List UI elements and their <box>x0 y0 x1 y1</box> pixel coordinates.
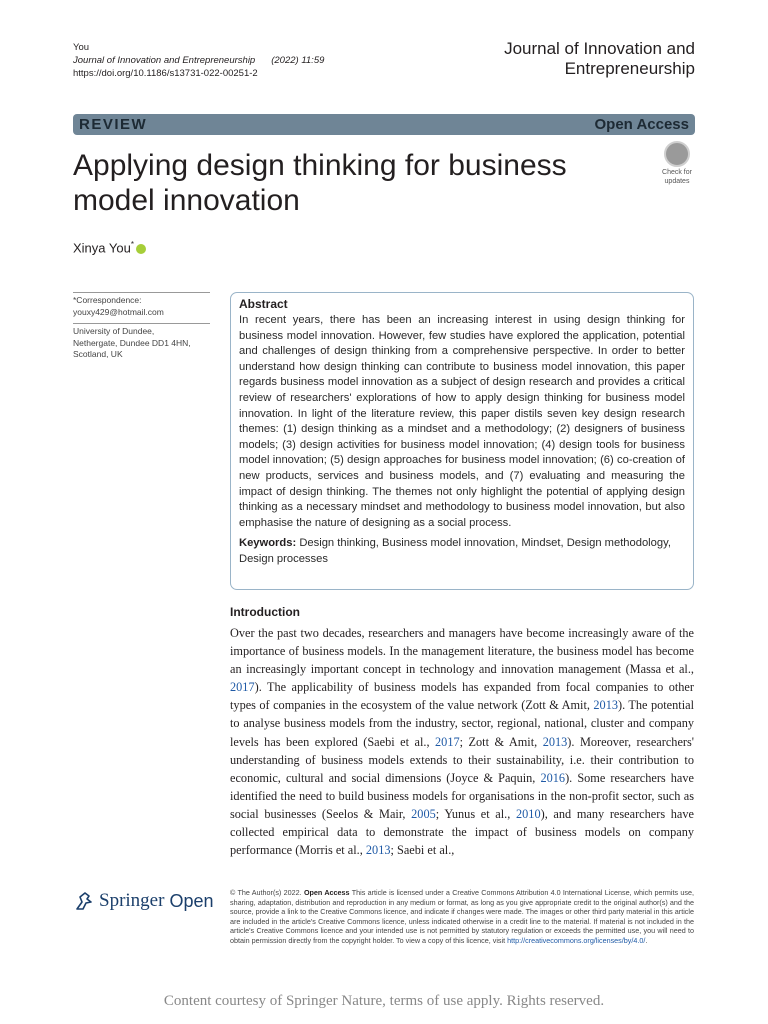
citation-link[interactable]: 2017 <box>435 734 460 749</box>
journal-italic: Journal of Innovation and Entrepreneurship <box>73 55 256 66</box>
open-access-label: Open Access <box>594 116 689 133</box>
citation-link[interactable]: 2017 <box>230 680 255 695</box>
orcid-icon[interactable] <box>136 244 146 254</box>
keywords-label: Keywords: <box>239 537 297 550</box>
keywords <box>239 536 685 567</box>
author-email[interactable]: youxy429@hotmail.com <box>73 306 164 317</box>
introduction-heading: Introduction <box>230 605 300 619</box>
article-title: Applying design thinking for business model innovation <box>73 149 567 217</box>
license-link[interactable]: http://creativecommons.org/licenses/by/4.0/ <box>507 935 646 945</box>
article-meta <box>73 41 324 80</box>
running-author: You <box>73 42 90 53</box>
correspondence-mark: * <box>130 240 134 249</box>
abstract-box <box>230 292 694 590</box>
check-for-updates-badge[interactable]: Check for updates <box>658 141 696 179</box>
author-name[interactable]: Xinya You <box>73 240 131 256</box>
citation-link[interactable]: 2013 <box>365 843 391 858</box>
citation-link[interactable]: 2013 <box>542 734 568 749</box>
license-notice: © The Author(s) 2022. Open Access This article is licensed under a Creative Commons Attribution 4.0 International License, which permits use, sharing, adaptation, distribution and reproduction in any medium or format, as long as you give appropriate credit to the original author(s) and the source, provide a link to the Creative Commons licence, and indicate if changes were made. The images or other third party material in this article are included in the article's Creative Commons licence, unless indicated otherwise in a credit line to the material. If material is not included in the article's Creative Commons licence and your intended use is not permitted by statutory regulation or exceeds the permitted use, you will need to obtain permission directly from the copyright holder. To view a copy of this licence, visit http://creativecommons.org/licenses/by/4.0/. <box>230 888 695 945</box>
volume-info: (2022) 11:59 <box>271 55 325 66</box>
abstract-heading: Abstract <box>239 297 288 311</box>
springer-horse-icon <box>73 890 95 912</box>
citation-link[interactable]: 2013 <box>593 698 618 713</box>
author-info-sidebar <box>73 292 210 366</box>
citation-link[interactable]: 2010 <box>516 806 541 821</box>
springer-open-logo[interactable]: Springer Open <box>73 890 213 912</box>
courtesy-notice: Content courtesy of Springer Nature, terms of use apply. Rights reserved. <box>163 993 605 1009</box>
article-type-banner <box>73 114 695 135</box>
abstract-text: In recent years, there has been an increasing interest in using design thinking for business model innovation. However, few studies have explored the application, potential and challenges of design thinking from a comprehensive perspective. In order to better understand how design thinking can contribute to business model innovation, this paper regards business model innovation as a subject of design research and provides a critical review of researchers' explorations of how to apply design thinking for business model innovation. In light of the literature review, this paper distils seven key design research themes: (1) design thinking as a mindset and a methodology; (2) designers of business models; (3) design activities for business model innovation; (4) design tools for business model innovation; (5) design approaches for business model innovation; (6) co-creation of new products, services and business models, and (7) evaluating and measuring the impact of design thinking. The themes not only highlight the potential of applying design thinking as a necessary mindset and methodology to business model innovation, but also emphasise the nature of designing as a social process. <box>239 314 685 529</box>
article-type: REVIEW <box>79 116 148 133</box>
citation-link[interactable]: 2016 <box>540 770 566 785</box>
introduction-paragraph: Over the past two decades, researchers and managers have become increasingly aware of the importance of business models. In the management literature, the business model has become an increasingly important concept in technology and innovation management (Massa et al., 2017). The applicability of business models has expanded from focal companies to other types of companies in the ecosystem of the value network (Zott & Amit, 2013). The potential to analyse business models from the industry, sector, regional, national, cluster and company levels has been explored (Saebi et al., 2017; Zott & Amit, 2013). Moreover, researchers' understanding of business models extends to their sustainability, i.e. their contribution to economic, cultural and social dimensions (Joyce & Paquin, 2016). Some researchers have identified the need to build business models for organisations in the non-profit sector, such as social businesses (Seelos & Mair, 2005; Yunus et al., 2010), and many researchers have collected empirical data to demonstrate the impact of business models on company performance (Morris et al., 2013; Saebi et al., <box>230 626 695 858</box>
correspondence-label: *Correspondence: <box>73 295 142 305</box>
citation-link[interactable]: 2005 <box>411 806 436 821</box>
keywords-list: Design thinking, Business model innovation, Mindset, Design methodology, Design processes <box>239 537 671 565</box>
doi-link[interactable]: https://doi.org/10.1186/s13731-022-00251-2 <box>73 68 258 79</box>
journal-name: Journal of Innovation and Entrepreneurship <box>504 39 695 78</box>
crossmark-icon <box>664 141 690 167</box>
affiliation: University of Dundee, Nethergate, Dundee DD1 4HN, Scotland, UK <box>73 326 191 359</box>
author-line <box>73 240 146 255</box>
